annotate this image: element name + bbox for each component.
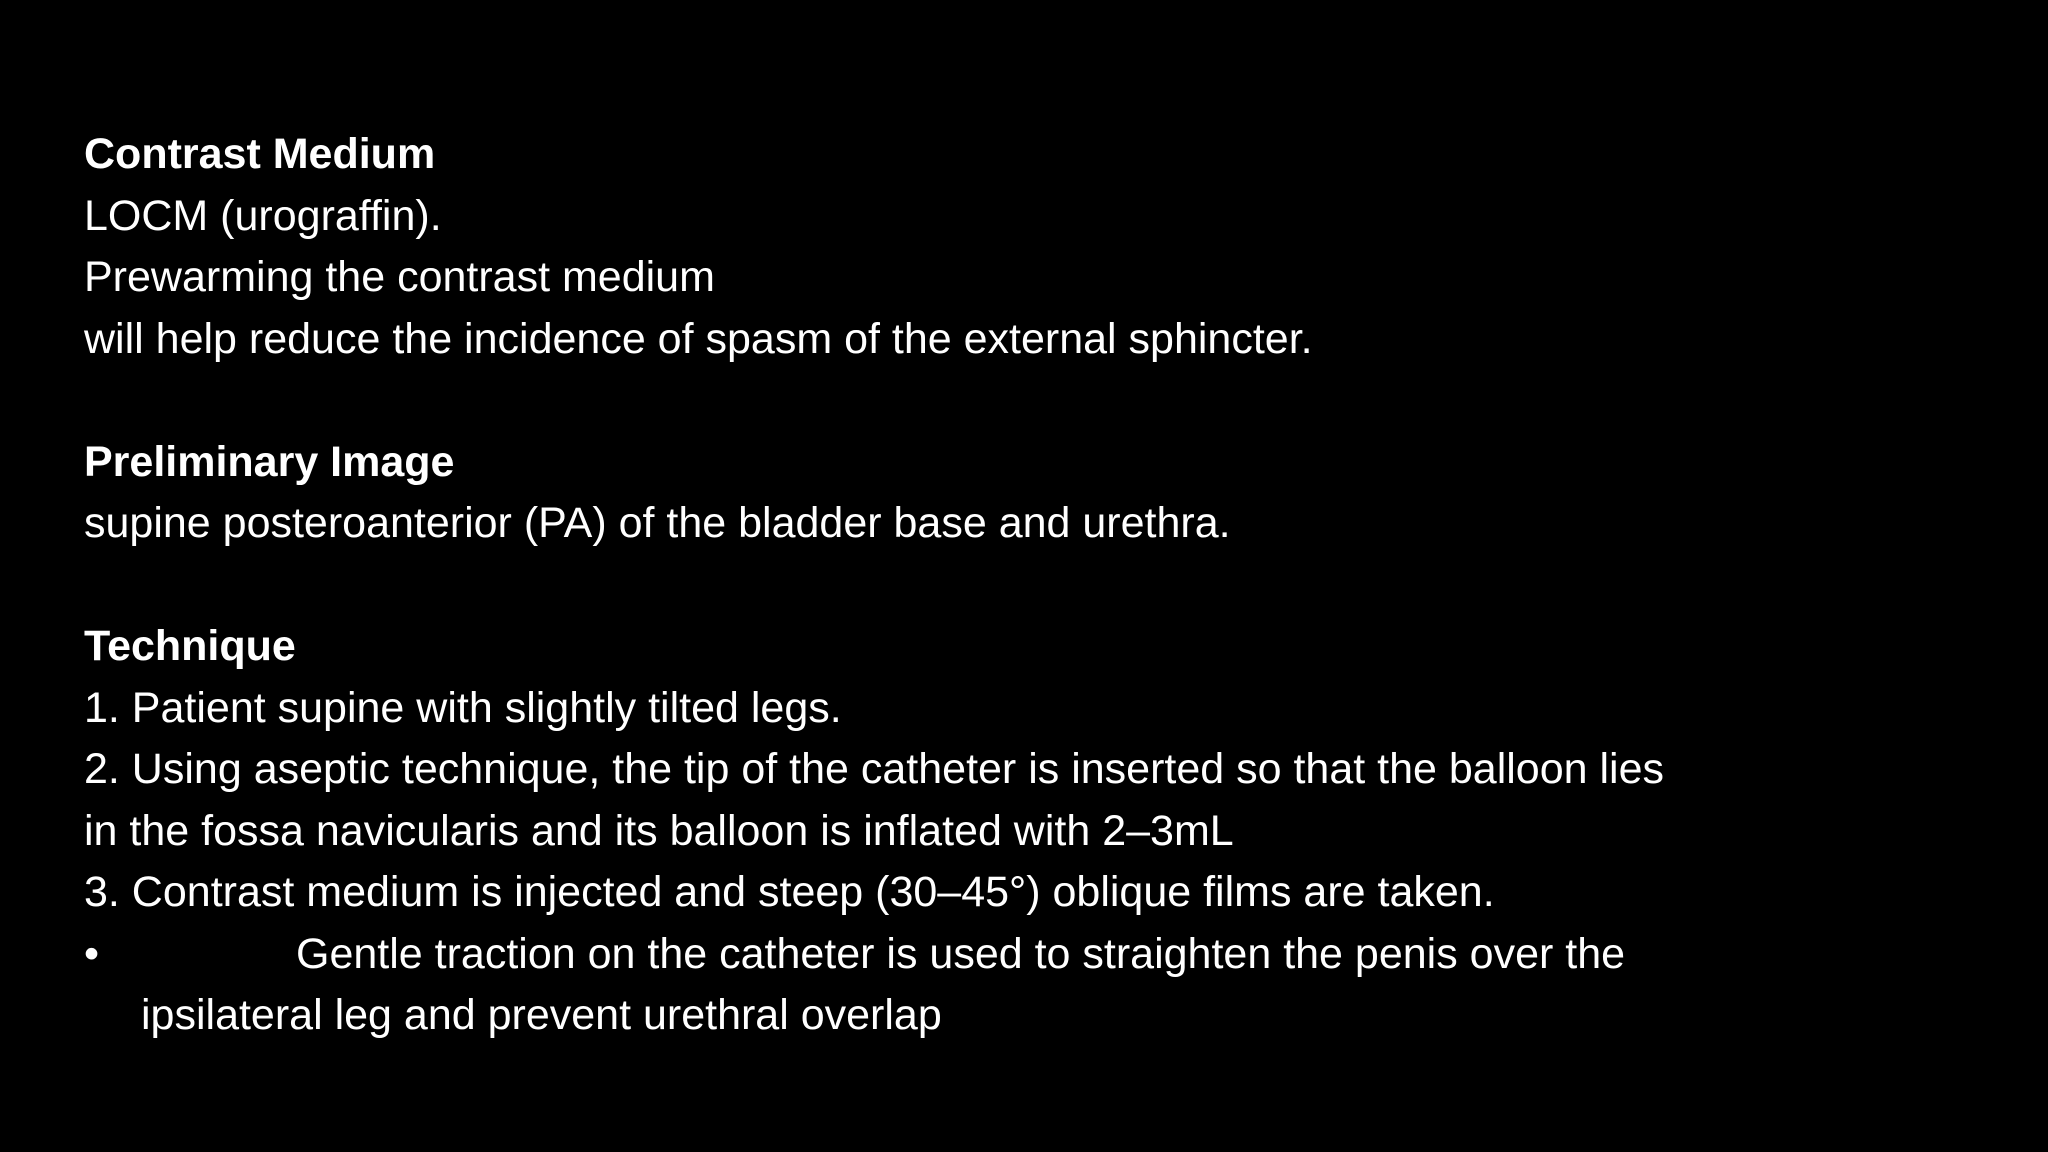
technique-step-2-cont: in the fossa navicularis and its balloon is inflated with 2–3mL — [84, 806, 1234, 855]
bullet-icon: • — [84, 929, 100, 978]
technique-step-2: 2. Using aseptic technique, the tip of the catheter is inserted so that the balloon lies — [84, 745, 1665, 793]
contrast-line-1: LOCM (urograffin). — [84, 191, 442, 240]
spacer — [84, 370, 1984, 432]
technique-heading: Technique — [84, 622, 296, 670]
contrast-line-3: will help reduce the incidence of spasm of the external sphincter. — [84, 314, 1313, 363]
technique-bullet — [84, 924, 1984, 1047]
bullet-line-2: ipsilateral leg and prevent urethral overlap — [141, 991, 942, 1039]
spacer — [84, 555, 1984, 617]
contrast-line-2: Prewarming the contrast medium — [84, 253, 715, 301]
preliminary-image-heading: Preliminary Image — [84, 437, 455, 486]
bullet-line-1: Gentle traction on the catheter is used to straighten the penis over the — [296, 929, 1626, 978]
contrast-medium-heading: Contrast Medium — [84, 130, 436, 178]
preliminary-line-1: supine posteroanterior (PA) of the bladder base and urethra. — [84, 499, 1231, 547]
technique-step-1: 1. Patient supine with slightly tilted legs. — [84, 683, 842, 732]
technique-step-3: 3. Contrast medium is injected and steep (30–45°) oblique films are taken. — [84, 868, 1495, 916]
slide-body — [84, 124, 1984, 1047]
